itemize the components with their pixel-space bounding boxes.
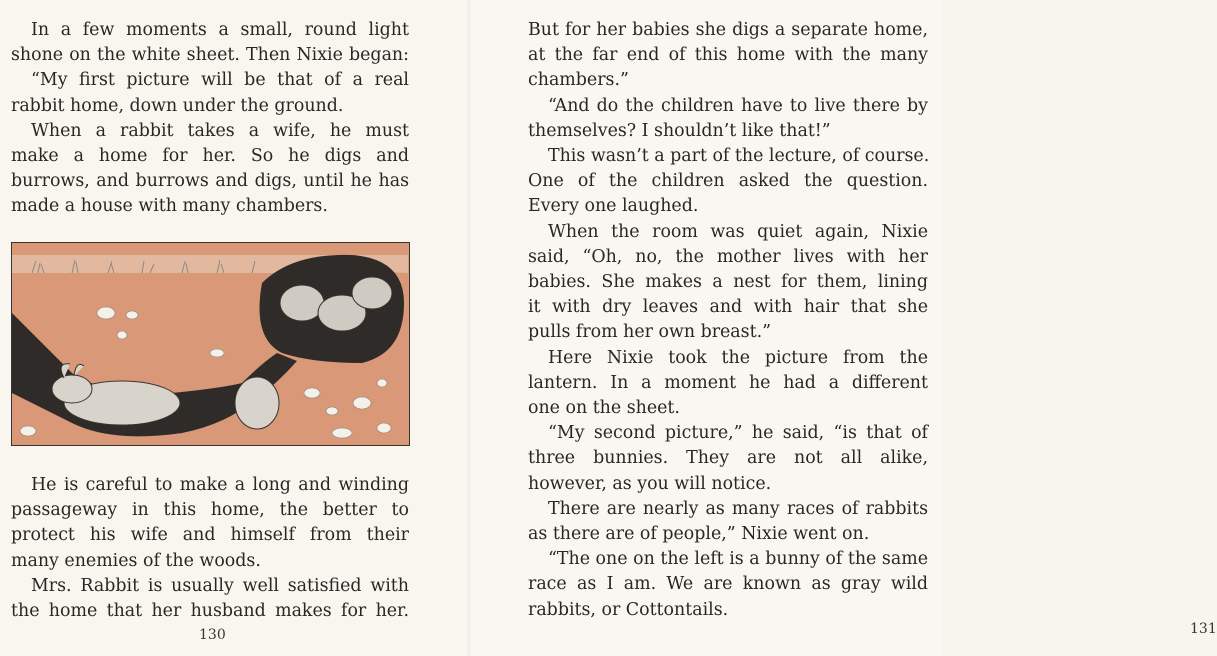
left-page-bottom-text [11,473,409,624]
text-line: many enemies of the woods. [11,550,261,571]
page-number: 130 [199,627,226,643]
text-line: Here Nixie took the picture from the [548,347,928,368]
text-line: rabbit home, down under the ground. [11,95,344,116]
text-line: chambers.” [528,70,629,91]
text-line: rabbits, or Cottontails. [528,599,729,620]
text-line: “My second picture,” he said, “is that of [548,423,928,444]
text-line: make a home for her. So he digs and [11,146,409,167]
page-number: 131 [1190,621,1217,637]
text-line: burrows, and burrows and digs, until he has [11,171,409,192]
text-line: This wasn’t a part of the lecture, of course. [548,146,930,167]
baby-rabbit [352,277,392,309]
text-line: One of the children asked the question. [528,171,928,192]
text-line: it with dry leaves and with hair that she [528,297,928,318]
text-line: He is careful to make a long and winding [31,475,409,495]
text-line: said, “Oh, no, the mother lives with her [528,246,928,267]
right-page-text [528,18,928,623]
rabbit [235,377,279,429]
text-line: race as I am. We are known as gray wild [528,574,928,595]
text-line: “My first picture will be that of a real [31,70,409,91]
text-line: the home that her husband makes for her. [11,601,409,622]
text-line: Every one laughed. [528,196,699,217]
text-line: made a house with many chambers. [11,196,328,217]
text-line: however, as you will notice. [528,473,772,494]
text-line: shone on the white sheet. Then Nixie began: [11,45,409,66]
text-line: But for her babies she digs a separate home, [528,20,928,40]
left-page-top-text [11,18,409,220]
baby-rabbit [280,285,324,321]
rabbit-burrow-illustration [11,242,410,446]
text-line: babies. She makes a nest for them, lining [528,272,928,293]
text-line: lantern. In a moment he had a different [528,372,928,393]
text-line: “The one on the left is a bunny of the same [548,549,928,570]
text-line: Mrs. Rabbit is usually well satisfied with [31,575,409,596]
text-line: three bunnies. They are not all alike, [528,448,928,469]
burrow-drawing [12,243,408,444]
text-line: passageway in this home, the better to [11,500,409,521]
text-line: There are nearly as many races of rabbits [548,498,928,519]
text-line: one on the sheet. [528,398,680,419]
text-line: pulls from her own breast.” [528,322,772,343]
left-page [0,0,470,656]
rabbit-head [52,375,92,403]
text-line: When the room was quiet again, Nixie [548,221,928,242]
text-line: protect his wife and himself from their [11,525,409,546]
text-line: themselves? I shouldn’t like that!” [528,120,831,141]
text-line: “And do the children have to live there by [548,95,928,116]
text-line: at the far end of this home with the many [528,45,928,66]
text-line: In a few moments a small, round light [31,20,409,40]
text-line: as there are of people,” Nixie went on. [528,524,870,545]
text-line: When a rabbit takes a wife, he must [31,120,409,141]
